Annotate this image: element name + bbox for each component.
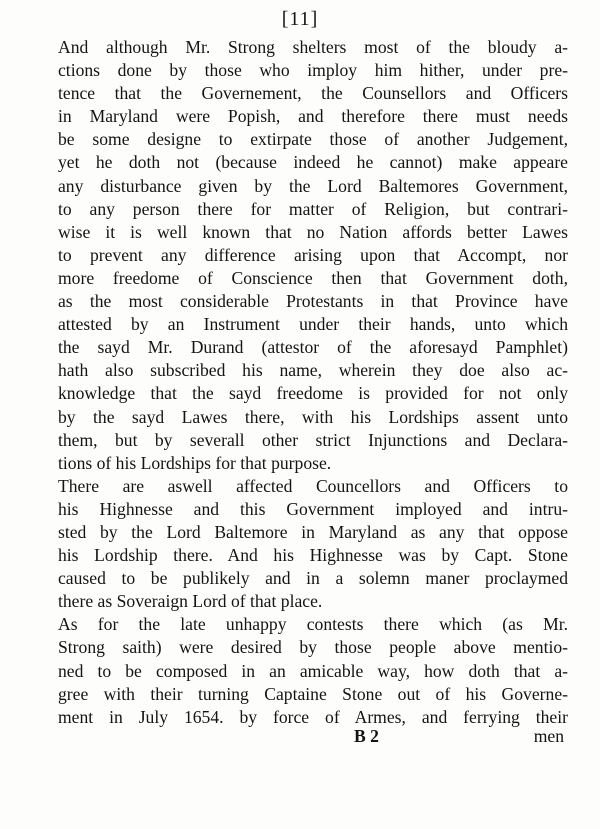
text-line: his Highnesse and this Government imployed and intru- — [58, 498, 568, 519]
text-line: And although Mr. Strong shelters most of the bloudy a- — [58, 37, 568, 57]
text-line: as the most considerable Protestants in that Province have — [58, 291, 568, 312]
signature-mark: B 2 — [354, 726, 379, 746]
text-line: tence that the Governement, the Counsellors and Officers — [58, 83, 568, 104]
text-line: in Maryland were Popish, and therefore there must needs — [58, 106, 568, 127]
text-line: by the sayd Lawes there, with his Lordships assent unto — [58, 406, 568, 427]
text-line: attested by an Instrument under their hands, unto which — [58, 314, 568, 335]
text-line: caused to be publikely and in a solemn maner proclaymed — [58, 568, 568, 589]
text-line: wise it is well known that no Nation affords better Lawes — [58, 221, 568, 242]
text-line: any disturbance given by the Lord Baltemores Government, — [58, 175, 568, 196]
catchword: men — [533, 726, 564, 746]
text-line: the sayd Mr. Durand (attestor of the aforesayd Pamphlet) — [58, 337, 568, 358]
text-body — [58, 36, 568, 729]
text-line: gree with their turning Captaine Stone out of his Governe- — [58, 683, 568, 704]
text-line: Strong saith) were desired by those people above mentio- — [58, 637, 568, 658]
text-line: ctions done by those who imploy him hither, under pre- — [58, 60, 568, 81]
text-line: to prevent any difference arising upon that Accompt, nor — [58, 244, 568, 265]
text-line: tions of his Lordships for that purpose. — [58, 452, 332, 473]
page-number: [11] — [281, 8, 319, 30]
text-line: to any person there for matter of Religion, but contrari- — [58, 198, 568, 219]
text-line: there as Soveraign Lord of that place. — [58, 591, 323, 612]
text-line: yet he doth not (because indeed he cannot) make appeare — [58, 152, 568, 173]
text-line: sted by the Lord Baltemore in Maryland as any that oppose — [58, 521, 568, 542]
text-line: As for the late unhappy contests there which (as Mr. — [58, 614, 568, 635]
text-line: ment in July 1654. by force of Armes, and ferrying their — [58, 706, 568, 727]
text-line: There are aswell affected Councellors and Officers to — [58, 475, 568, 496]
text-line: them, but by severall other strict Injunctions and Declara- — [58, 429, 568, 450]
text-line: hath also subscribed his name, wherein they doe also ac- — [58, 360, 568, 381]
text-line: more freedome of Conscience then that Government doth, — [58, 267, 568, 288]
text-line: be some designe to extirpate those of another Judgement, — [58, 129, 568, 150]
text-line: ned to be composed in an amicable way, how doth that a- — [58, 660, 568, 681]
page-footer — [58, 726, 568, 750]
text-line: knowledge that the sayd freedome is provided for not only — [58, 383, 568, 404]
text-line: his Lordship there. And his Highnesse was by Capt. Stone — [58, 545, 568, 566]
